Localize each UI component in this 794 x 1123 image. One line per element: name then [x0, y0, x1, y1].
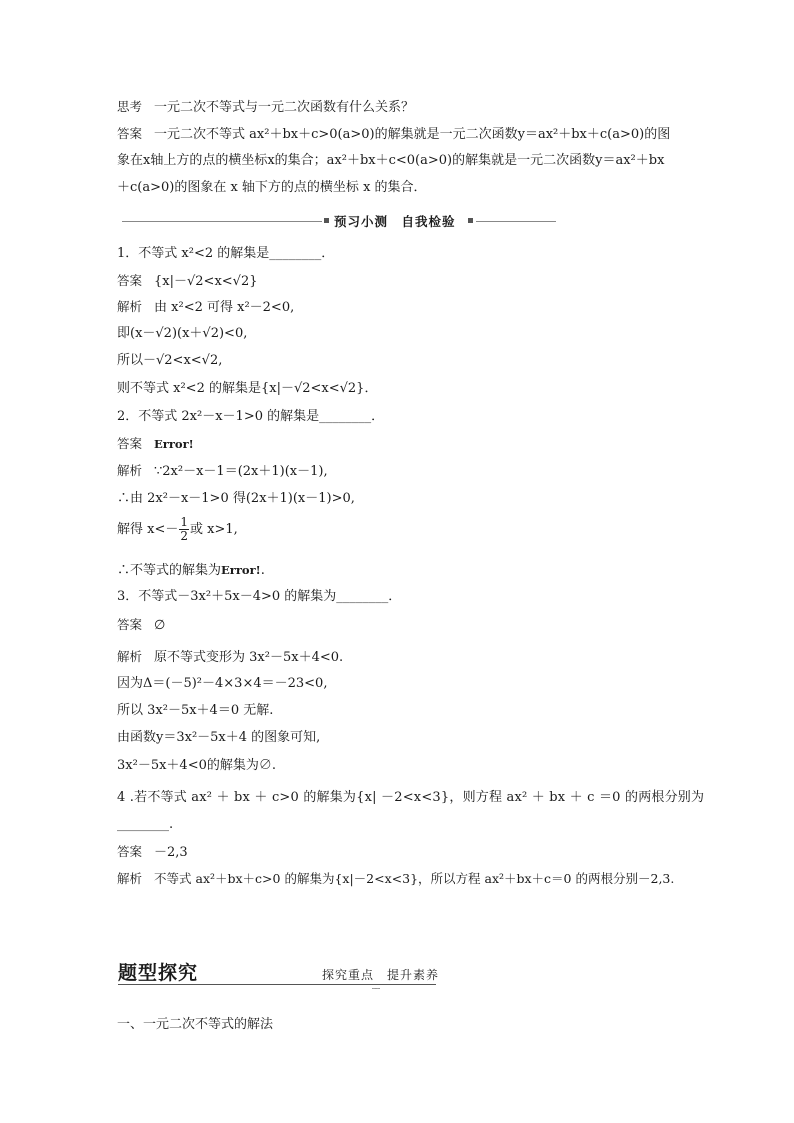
think-answer-line3: ＋c(a>0)的图象在 x 轴下方的点的横坐标 x 的集合． — [117, 180, 427, 195]
answer-label: 答案 — [117, 273, 143, 288]
section-heading: 题型探究 — [118, 962, 199, 984]
divider-line-right — [476, 221, 556, 222]
q4-analysis-1 — [117, 870, 674, 888]
q2-a4-error: Error! — [221, 563, 261, 577]
fraction-denominator: 2 — [180, 529, 188, 543]
q2-analysis-3 — [117, 516, 238, 543]
q3-analysis-3: 所以 3x²－5x＋4＝0 无解. — [117, 703, 274, 718]
q2-analysis-1 — [117, 462, 328, 481]
q3-analysis-text-1: 原不等式变形为 3x²－5x＋4<0. — [154, 650, 344, 665]
q2-analysis-4 — [117, 561, 265, 580]
q2-answer-value: Error! — [154, 437, 194, 451]
q3-analysis-4: 由函数y＝3x²－5x＋4 的图象可知, — [117, 730, 321, 745]
section-divider — [122, 212, 556, 230]
divider-square-left — [324, 218, 329, 223]
q2-a4-post: . — [260, 563, 265, 578]
q3-stem: 3．不等式－3x²＋5x－4>0 的解集为________． — [117, 589, 402, 604]
answer-label: 答案 — [117, 844, 143, 859]
q1-answer-value: {x|－√2<x<√2} — [154, 274, 258, 289]
heading-rule — [118, 984, 436, 985]
q3-answer — [117, 616, 165, 635]
think-question — [117, 98, 414, 117]
answer-label: 答案 — [117, 617, 143, 632]
analysis-label: 解析 — [117, 299, 143, 314]
divider-line-left — [122, 221, 322, 222]
section-title: 预习小测 自我检验 — [334, 214, 456, 229]
q3-analysis-5: 3x²－5x＋4<0的解集为∅. — [117, 758, 276, 773]
divider-square-right — [468, 218, 473, 223]
q1-stem: 1．不等式 x²<2 的解集是________． — [117, 246, 335, 261]
q2-a3-post: 或 x>1, — [190, 522, 238, 537]
analysis-label: 解析 — [117, 463, 143, 478]
q2-a4-pre: ∴不等式的解集为 — [117, 563, 222, 578]
heading-wave-mark: ﹏ — [372, 981, 380, 990]
fraction-numerator: 1 — [180, 515, 188, 529]
q1-analysis-4: 则不等式 x²<2 的解集是{x|－√2<x<√2}． — [117, 381, 378, 396]
q4-stem-2: ________. — [117, 817, 174, 832]
subsection-title: 一、一元二次不等式的解法 — [117, 1017, 274, 1032]
q1-analysis-text-1: 由 x²<2 可得 x²－2<0, — [154, 300, 295, 315]
q1-analysis-2: 即(x－√2)(x＋√2)<0, — [117, 326, 248, 341]
q1-analysis-1 — [117, 298, 294, 317]
analysis-label: 解析 — [117, 649, 143, 664]
q2-analysis-text-1: ∵2x²－x－1＝(2x＋1)(x－1), — [154, 464, 328, 479]
answer-label: 答案 — [117, 126, 143, 141]
q4-analysis-text-1: 不等式 ax²＋bx＋c>0 的解集为{x|－2<x<3}，所以方程 ax²＋bx＋c＝0 的两根分别－2,3. — [154, 871, 675, 886]
think-answer-line1 — [117, 125, 670, 144]
q1-answer — [117, 272, 258, 291]
fraction-half — [179, 516, 189, 543]
q3-analysis-2: 因为Δ＝(－5)²－4×3×4＝－23<0, — [117, 676, 328, 691]
think-answer-line2: 象在x轴上方的点的横坐标x的集合；ax²＋bx＋c<0(a>0)的解集就是一元二次函数y＝ax²＋bx — [117, 153, 665, 168]
answer-label: 答案 — [117, 436, 143, 451]
q1-analysis-3: 所以－√2<x<√2, — [117, 353, 223, 368]
q4-answer-value: －2,3 — [154, 845, 188, 860]
q2-a3-pre: 解得 x<－ — [117, 522, 179, 537]
q4-answer — [117, 843, 188, 862]
analysis-label: 解析 — [117, 871, 143, 886]
think-answer-text-1: 一元二次不等式 ax²＋bx＋c>0(a>0)的解集就是一元二次函数y＝ax²＋bx＋c(a>0)的图 — [154, 127, 671, 142]
q3-analysis-1 — [117, 648, 343, 667]
q3-answer-value: ∅ — [154, 618, 166, 633]
section-subtitle: 探究重点 提升素养 — [322, 968, 440, 982]
q2-stem: 2．不等式 2x²－x－1>0 的解集是________． — [117, 409, 385, 424]
q2-analysis-2: ∴由 2x²－x－1>0 得(2x＋1)(x－1)>0, — [117, 491, 355, 506]
think-question-text: 一元二次不等式与一元二次函数有什么关系？ — [154, 100, 415, 115]
q4-stem-1: 4 .若不等式 ax² ＋ bx ＋ c>0 的解集为{x| －2<x<3}，则方程 ax² ＋ bx ＋ c ＝0 的两根分别为 — [117, 790, 705, 805]
q2-answer — [117, 435, 194, 454]
think-label: 思考 — [117, 99, 143, 114]
